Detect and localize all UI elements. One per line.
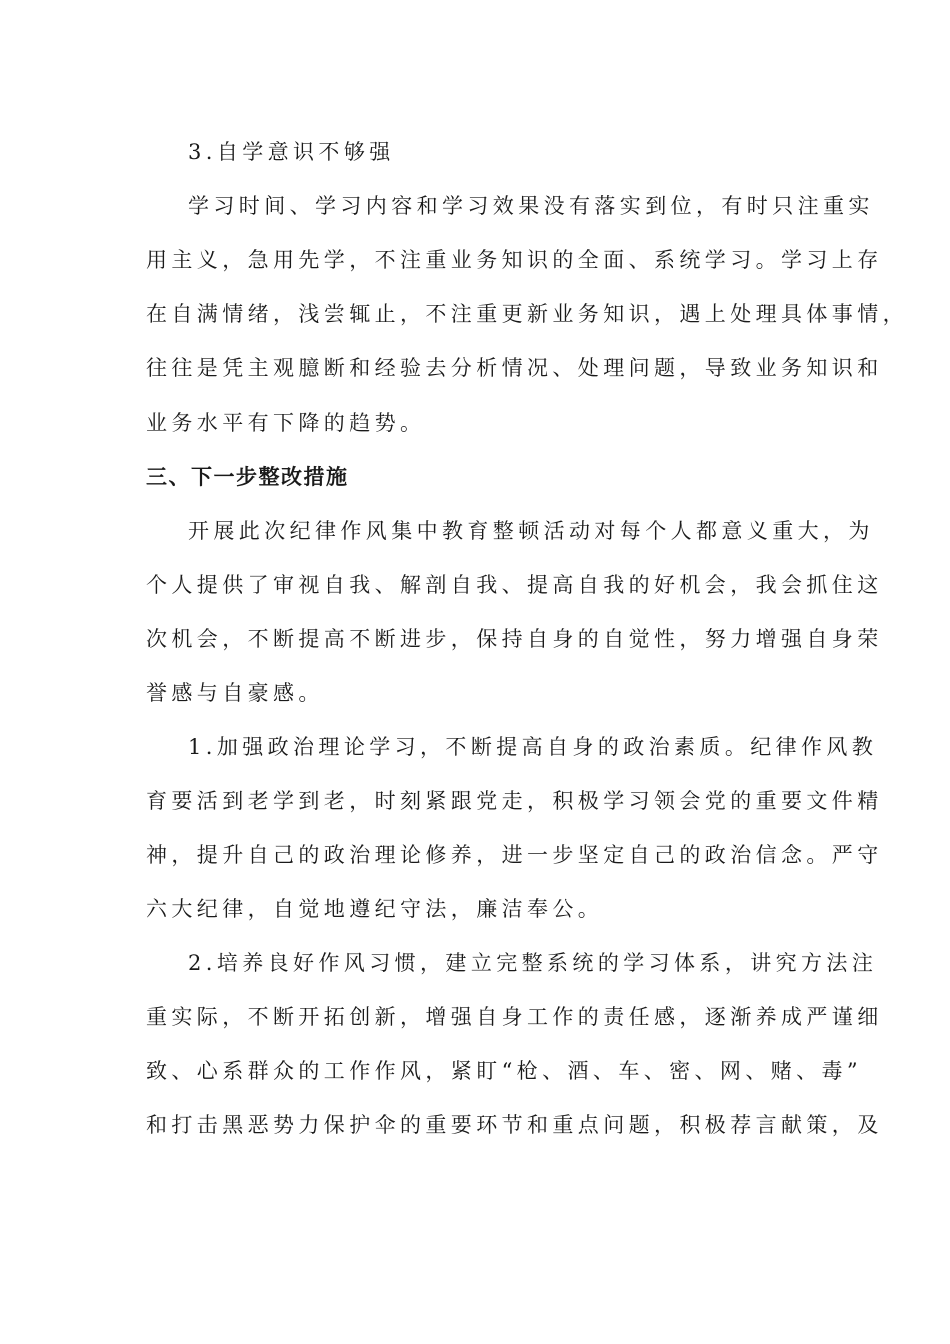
paragraph-line: 1.加强政治理论学习，不断提高自身的政治素质。纪律作风教 xyxy=(188,735,878,759)
paragraph-line: 育要活到老学到老，时刻紧跟党走，积极学习领会党的重要文件精 xyxy=(146,789,883,813)
paragraph-line: 往往是凭主观臆断和经验去分析情况、处理问题，导致业务知识和 xyxy=(146,356,883,380)
paragraph-line: 学习时间、学习内容和学习效果没有落实到位，有时只注重实 xyxy=(188,194,874,218)
paragraph-line: 神，提升自己的政治理论修养，进一步坚定自己的政治信念。严守 xyxy=(146,843,883,867)
paragraph-line: 和打击黑恶势力保护伞的重要环节和重点问题，积极荐言献策，及 xyxy=(146,1113,883,1137)
section-heading-next-steps: 三、下一步整改措施 xyxy=(146,465,349,489)
paragraph-line: 个人提供了审视自我、解剖自我、提高自我的好机会，我会抓住这 xyxy=(146,573,883,597)
paragraph-line: 在自满情绪，浅尝辄止，不注重更新业务知识，遇上处理具体事情， xyxy=(146,302,908,326)
paragraph-line: 重实际，不断开拓创新，增强自身工作的责任感，逐渐养成严谨细 xyxy=(146,1005,883,1029)
subheading-self-study: 3.自学意识不够强 xyxy=(188,140,395,164)
paragraph-line: 2.培养良好作风习惯，建立完整系统的学习体系，讲究方法注 xyxy=(188,951,878,975)
paragraph-line: 用主义，急用先学，不注重业务知识的全面、系统学习。学习上存 xyxy=(146,248,883,272)
paragraph-line: 开展此次纪律作风集中教育整顿活动对每个人都意义重大，为 xyxy=(188,519,874,543)
paragraph-line: 誉感与自豪感。 xyxy=(146,681,324,705)
paragraph-line: 次机会，不断提高不断进步，保持自身的自觉性，努力增强自身荣 xyxy=(146,627,883,651)
paragraph-line: 致、心系群众的工作作风，紧盯“枪、酒、车、密、网、赌、毒” xyxy=(146,1059,863,1083)
paragraph-line: 业务水平有下降的趋势。 xyxy=(146,411,426,435)
paragraph-line: 六大纪律，自觉地遵纪守法，廉洁奉公。 xyxy=(146,897,604,921)
